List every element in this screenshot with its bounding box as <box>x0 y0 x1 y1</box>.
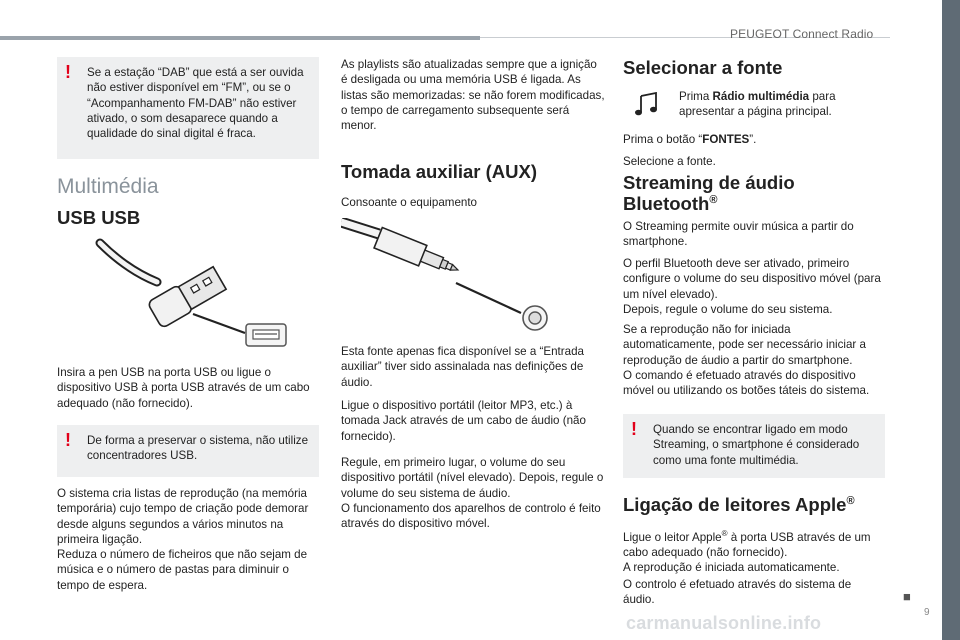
header-bar <box>0 36 480 40</box>
apple-heading <box>623 495 855 516</box>
text-run: para apresentar a página principal. <box>679 90 836 119</box>
registered-mark: ® <box>709 193 718 206</box>
aux-subtitle: Consoante o equipamento <box>341 196 478 209</box>
select-source-paragraph-3: Selecione a fonte. <box>623 155 716 168</box>
bluetooth-paragraph-2: O perfil Bluetooth deve ser ativado, primeiro configure o volume do seu dispositivo móvel (para um nível elevado). Depois, regule o volume do seu sistema. <box>623 257 881 316</box>
warning-box-usb-hubs <box>57 425 319 477</box>
music-note-icon <box>634 92 660 118</box>
header-title: PEUGEOT Connect Radio <box>730 27 874 41</box>
text-run: Ligue o leitor Apple <box>623 530 722 544</box>
heading-text: Ligação de leitores Apple <box>623 494 847 516</box>
registered-mark: ® <box>846 495 855 507</box>
text-run: ”. <box>749 133 757 146</box>
bluetooth-heading <box>623 173 863 215</box>
warning-icon: ! <box>631 419 637 439</box>
text-run: à porta USB através de um cabo adequado (não fornecido). A reprodução é iniciada automaticamente. <box>623 530 871 575</box>
bluetooth-paragraph-1: O Streaming permite ouvir música a partir do smartphone. <box>623 220 854 249</box>
warning-box-streaming <box>623 414 885 478</box>
radio-multimedia-label: Rádio multimédia <box>712 90 810 103</box>
apple-paragraph-2: O controlo é efetuado através do sistema de áudio. <box>623 578 852 607</box>
select-source-paragraph-2 <box>623 132 885 147</box>
warning-box-dab <box>57 57 319 159</box>
warning-text: Quando se encontrar ligado em modo Streaming, o smartphone é considerado como uma fonte multimédia. <box>653 423 860 467</box>
text-run: Prima o botão “ <box>623 133 703 146</box>
bluetooth-paragraph-3: Se a reprodução não for iniciada automaticamente, pode ser necessário iniciar a reprodução de áudio a partir do smartphone. O comando é efetuado através do dispositivo móvel ou utilizando os botões táteis do sistema. <box>623 323 870 398</box>
section-title: Multimédia <box>57 175 159 198</box>
fontes-label: FONTES <box>702 133 750 146</box>
aux-paragraph-1: Esta fonte apenas fica disponível se a “Entrada auxiliar” tiver sido assinalada nas definições de áudio. <box>341 345 584 389</box>
registered-mark: ® <box>721 529 728 538</box>
text-run: Prima <box>679 90 713 103</box>
warning-icon: ! <box>65 430 71 450</box>
warning-text: Se a estação “DAB” que está a ser ouvida não estiver disponível em “FM”, ou se o “Acompanhamento FM-DAB” não estiver ativado, o som desaparece quando a qualidade do sinal digital é fraca. <box>87 66 304 141</box>
aux-paragraph-3: Regule, em primeiro lugar, o volume do seu dispositivo portátil (nível elevado). Depois, regule o volume do seu sistema de áudio. O funcionamento dos aparelhos de controlo é feito através do dispositivo móvel. <box>341 456 604 531</box>
watermark: carmanualsonline.info <box>626 613 822 633</box>
page-number: 9 <box>924 607 930 618</box>
heading-text: Streaming de áudio Bluetooth <box>623 172 795 214</box>
select-source-paragraph-1 <box>679 89 879 120</box>
continue-marker: ■ <box>903 589 911 604</box>
usb-plug-illustration <box>95 238 295 353</box>
aux-paragraph-2: Ligue o dispositivo portátil (leitor MP3, etc.) à tomada Jack através de um cabo de áudio (não fornecido). <box>341 399 586 443</box>
select-source-heading: Selecionar a fonte <box>623 57 783 78</box>
playlists-paragraph: As playlists são atualizadas sempre que a ignição é desligada ou uma memória USB é ligada. As listas são memorizadas: se não forem modificadas, o tempo de carregamento subsequente será menor. <box>341 58 605 133</box>
apple-paragraph-1 <box>623 529 885 576</box>
jack-plug-illustration <box>341 218 556 333</box>
page-edge-bar <box>942 0 960 640</box>
usb-heading: USB USB <box>57 207 141 228</box>
warning-text: De forma a preservar o sistema, não utilize concentradores USB. <box>87 434 309 463</box>
usb-paragraph-2: O sistema cria listas de reprodução (na memória temporária) cujo tempo de criação pode demorar desde alguns segundos a vários minutos na primeira ligação. Reduza o número de ficheiros que não sejam de música e o número de pastas para diminuir o tempo de espera. <box>57 487 309 592</box>
usb-paragraph-1: Insira a pen USB na porta USB ou ligue o dispositivo USB à porta USB através de um cabo adequado (não fornecido). <box>57 366 310 410</box>
warning-icon: ! <box>65 62 71 82</box>
aux-heading: Tomada auxiliar (AUX) <box>341 161 538 182</box>
